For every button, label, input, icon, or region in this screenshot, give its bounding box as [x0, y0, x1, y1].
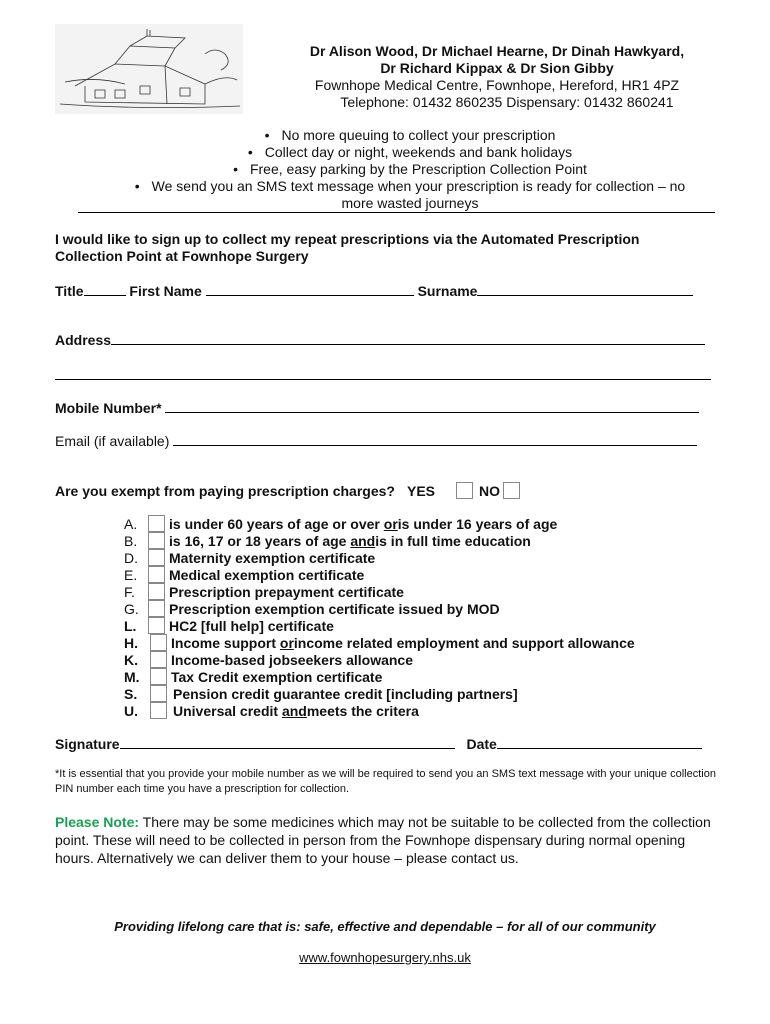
option-text: Prescription prepayment certificate: [169, 583, 404, 600]
surname-field[interactable]: [477, 282, 693, 296]
date-label: Date: [466, 736, 497, 752]
intro-line-1: I would like to sign up to collect my repeat prescriptions via the Automated Prescription: [55, 231, 640, 247]
option-letter: E.: [124, 566, 138, 583]
bullet-item: [60, 178, 760, 195]
option-emphasis: and: [350, 532, 376, 549]
option-letter: B.: [124, 532, 138, 549]
exemption-option-b: [124, 532, 531, 549]
please-note-text: There may be some medicines which may not be suitable to be collected from the collection point. These will need to be collected in person from the Fownhope dispensary during normal opening hours. Alternatively we can deliver them to your house – please contact us.: [55, 814, 711, 866]
bullet-item: [60, 144, 760, 161]
bullet-icon: •: [264, 127, 270, 143]
option-text: Universal credit: [173, 702, 279, 719]
please-note-label: Please Note:: [55, 814, 140, 830]
yes-label: YES: [406, 482, 435, 499]
bullet-icon: •: [247, 144, 253, 160]
exemption-option-h: [124, 634, 635, 651]
option-text: Tax Credit exemption certificate: [171, 668, 383, 685]
mobile-label: Mobile Number*: [55, 400, 162, 416]
option-letter: K.: [124, 651, 138, 668]
surgery-logo: [55, 24, 243, 114]
option-text-end: income related employment and support allowance: [293, 634, 635, 651]
option-text-end: is under 16 years of age: [397, 515, 558, 532]
exemption-option-u: [124, 702, 419, 719]
yes-checkbox[interactable]: [456, 482, 473, 499]
exemption-option-g: [124, 600, 500, 617]
no-label: NO: [479, 482, 500, 499]
doctors-line-2: Dr Richard Kippax & Dr Sion Gibby: [380, 60, 614, 76]
exemption-option-m: [124, 668, 382, 685]
option-checkbox[interactable]: [150, 702, 167, 719]
option-text: is 16, 17 or 18 years of age: [169, 532, 347, 549]
please-note: [55, 813, 720, 867]
exemption-option-e: [124, 566, 364, 583]
address-row: [55, 331, 705, 348]
exemption-option-d: [124, 549, 375, 566]
no-checkbox[interactable]: [503, 482, 520, 499]
name-row: [55, 282, 693, 299]
signature-row: [55, 735, 702, 752]
signature-label: Signature: [55, 736, 120, 752]
website-link[interactable]: www.fownhopesurgery.nhs.uk: [299, 950, 471, 965]
tagline: Providing lifelong care that is: safe, effective and dependable – for all of our community: [114, 919, 656, 934]
option-text-end: is in full time education: [375, 532, 531, 549]
first-name-label: First Name: [129, 283, 202, 299]
option-text: Medical exemption certificate: [169, 566, 365, 583]
option-checkbox[interactable]: [150, 685, 167, 702]
option-letter: D.: [124, 549, 138, 566]
exempt-question: Are you exempt from paying prescription charges?: [55, 482, 395, 499]
intro-line-2: Collection Point at Fownhope Surgery: [55, 248, 309, 264]
mobile-field[interactable]: [165, 399, 699, 413]
practice-telephone: Telephone: 01432 860235 Dispensary: 01432 860241: [340, 94, 674, 110]
title-field[interactable]: [84, 282, 126, 296]
option-letter: L.: [124, 617, 137, 634]
option-text: HC2 [full help] certificate: [169, 617, 334, 634]
option-text: Income support: [171, 634, 277, 651]
exemption-option-l: [124, 617, 334, 634]
option-letter: G.: [124, 600, 139, 617]
mobile-row: [55, 399, 699, 416]
option-emphasis: and: [281, 702, 307, 719]
signature-field[interactable]: [120, 735, 455, 749]
building-sketch-icon: [55, 24, 243, 114]
option-checkbox[interactable]: [150, 651, 167, 668]
bullet-text: Free, easy parking by the Prescription Collection Point: [249, 161, 587, 177]
exempt-row: [55, 482, 520, 499]
address-label: Address: [55, 332, 112, 348]
option-text: Maternity exemption certificate: [169, 549, 376, 566]
header-divider: [78, 212, 715, 213]
option-checkbox[interactable]: [148, 515, 165, 532]
option-emphasis: or: [383, 515, 398, 532]
option-text-end: meets the critera: [306, 702, 419, 719]
bullet-continuation: more wasted journeys: [341, 195, 479, 211]
first-name-field[interactable]: [206, 282, 414, 296]
option-emphasis: or: [279, 634, 294, 651]
exemption-option-k: [124, 651, 413, 668]
email-field[interactable]: [173, 432, 697, 446]
option-text: Income-based jobseekers allowance: [171, 651, 413, 668]
option-letter: S.: [124, 685, 138, 702]
option-checkbox[interactable]: [148, 600, 165, 617]
address-field-line-1[interactable]: [111, 331, 705, 345]
exemption-option-f: [124, 583, 404, 600]
option-letter: H.: [124, 634, 138, 651]
bullet-icon: •: [134, 178, 140, 194]
exemption-option-s: [124, 685, 518, 702]
bullet-text: We send you an SMS text message when your prescription is ready for collection – no: [151, 178, 686, 194]
date-field[interactable]: [497, 735, 702, 749]
option-letter: U.: [124, 702, 138, 719]
option-checkbox[interactable]: [148, 566, 165, 583]
doctors-line-1: Dr Alison Wood, Dr Michael Hearne, Dr Dinah Hawkyard,: [309, 43, 685, 59]
option-checkbox[interactable]: [148, 549, 165, 566]
option-text: Pension credit guarantee credit [including partners]: [173, 685, 518, 702]
bullet-text: Collect day or night, weekends and bank holidays: [264, 144, 573, 160]
option-letter: F.: [124, 583, 135, 600]
option-text: Prescription exemption certificate issued by MOD: [169, 600, 500, 617]
bullet-item: [60, 127, 760, 144]
option-checkbox[interactable]: [148, 532, 165, 549]
mobile-footnote: *It is essential that you provide your mobile number as we will be required to send you an SMS text message with your unique collection PIN number each time you have a prescription for collection.: [55, 768, 716, 795]
option-checkbox[interactable]: [150, 668, 167, 685]
option-letter: A.: [124, 515, 138, 532]
address-field-line-2[interactable]: [55, 379, 711, 380]
option-checkbox[interactable]: [148, 617, 165, 634]
option-checkbox[interactable]: [148, 583, 165, 600]
bullet-icon: •: [233, 161, 238, 177]
title-label: Title: [55, 283, 84, 299]
bullet-item: [60, 161, 760, 178]
option-text: is under 60 years of age or over: [169, 515, 380, 532]
exemption-option-a: [124, 515, 557, 532]
bullet-text: No more queuing to collect your prescription: [281, 127, 556, 143]
option-letter: M.: [124, 668, 140, 685]
surname-label: Surname: [417, 283, 478, 299]
email-row: [55, 432, 697, 449]
option-checkbox[interactable]: [150, 634, 167, 651]
email-label: Email (if available): [55, 433, 170, 449]
practice-address: Fownhope Medical Centre, Fownhope, Hereford, HR1 4PZ: [314, 77, 680, 93]
